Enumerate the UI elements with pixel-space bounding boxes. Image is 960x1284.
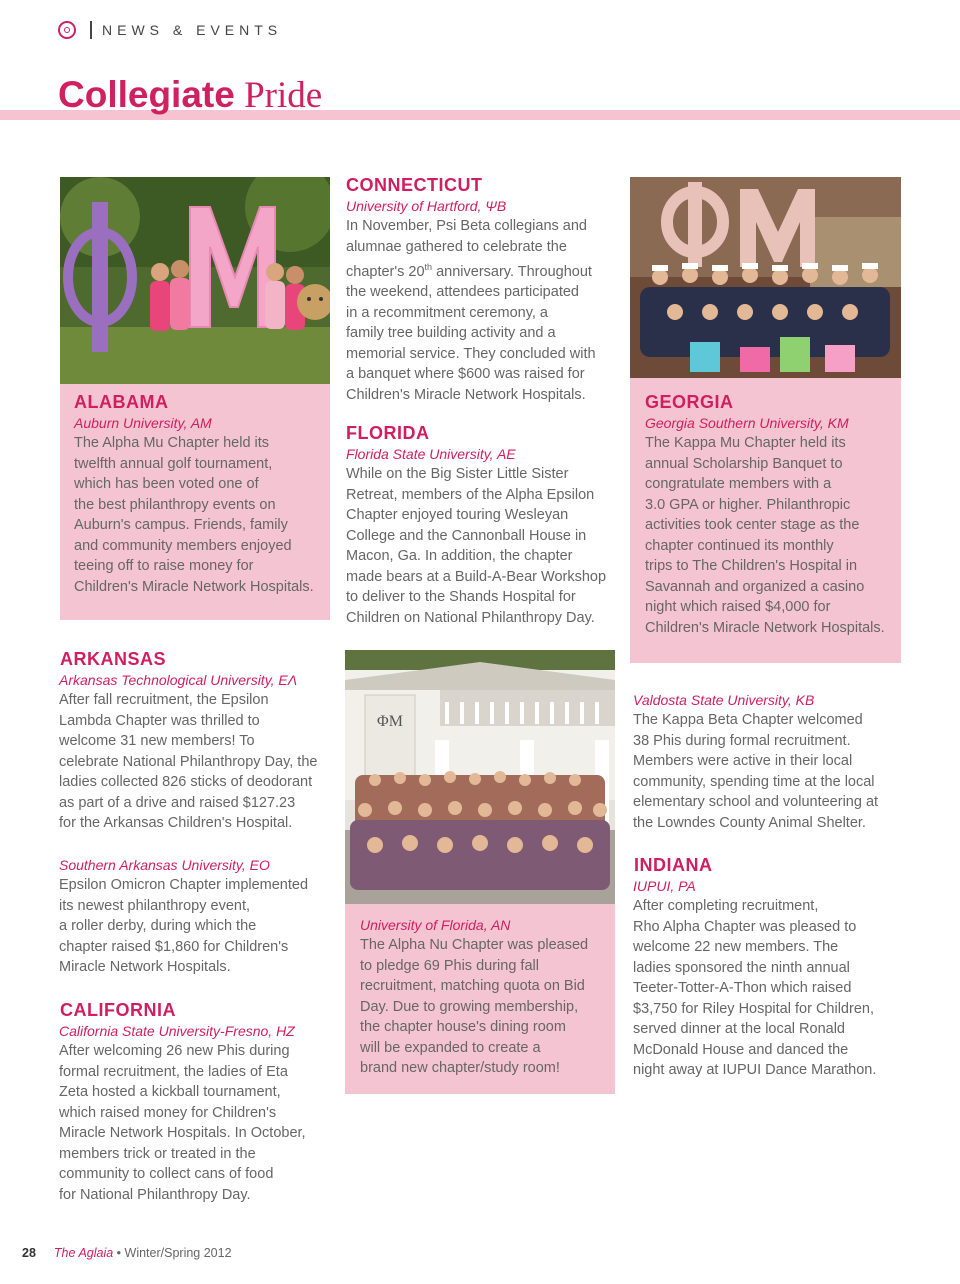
title-bold: Collegiate [58,74,235,115]
section-header [58,20,282,40]
title-light: Pride [234,75,323,116]
school-auburn: Auburn University, AM [74,415,212,431]
school-fresno: California State University-Fresno, HZ [59,1023,295,1039]
state-heading-indiana: INDIANA [634,855,713,875]
connecticut-text: In November, Psi Beta collegians and alumnae gathered to celebrate the chapter's 20th anniversary. Throughout the weekend, attendees participated in a recommitment ceremony, a family tree building activity and a memorial service. They concluded with a banquet where $600 was raised for Children's Miracle Network Hospitals. [346,218,596,403]
state-heading-georgia: GEORGIA [645,392,734,412]
house-sign: ΦM [377,713,403,730]
page-title [58,72,322,119]
university-florida-text: The Alpha Nu Chapter was pleased to pledge 69 Phis during fall recruitment, matching quota on Bid Day. Due to growing membership, the chapter house's dining room will be expanded to create a brand new chapter/study room! [360,937,589,1076]
indiana-text: After completing recruitment, Rho Alpha Chapter was pleased to welcome 22 new members. The ladies sponsored the ninth annual Teeter-Totter-A-Thon which raised $3,750 for Riley Hospital for Children, served dinner at the local Ronald McDonald House and danced the night away at IUPUI Dance Marathon. [633,898,877,1078]
southern-arkansas-text: Epsilon Omicron Chapter implemented its newest philanthropy event, a roller derby, during which the chapter raised $1,860 for Children's Miracle Network Hospitals. [59,877,309,975]
school-iupui: IUPUI, PA [633,878,696,894]
alabama-photo [60,177,330,384]
state-heading-alabama: ALABAMA [74,392,169,412]
school-university-florida: University of Florida, AN [360,917,511,933]
page-number: 28 [22,1246,36,1260]
school-florida-state: Florida State University, AE [346,446,516,462]
section-label: NEWS & EVENTS [102,22,283,38]
arkansas-tech-text: After fall recruitment, the Epsilon Lambda Chapter was thrilled to welcome 31 new members! To celebrate National Philanthropy Day, the ladies collected 826 sticks of deodorant as part of a drive and raised $127.23 for the Arkansas Children's Hospital. [59,692,318,831]
school-georgia-southern: Georgia Southern University, KM [645,415,849,431]
state-heading-connecticut: CONNECTICUT [346,175,483,195]
alabama-text: The Alpha Mu Chapter held its twelfth annual golf tournament, which has been voted one of the best philanthropy events on Auburn's campus. Friends, family and community members enjoyed teeing off to raise money for Children's Miracle Network Hospitals. [74,435,314,595]
page-footer [22,1246,232,1260]
school-arkansas-tech: Arkansas Technological University, EΛ [59,672,298,688]
school-valdosta: Valdosta State University, KB [633,692,815,708]
issue-date: Winter/Spring 2012 [124,1246,232,1260]
school-southern-arkansas: Southern Arkansas University, EO [59,857,270,873]
state-heading-florida: FLORIDA [346,423,430,443]
flower-icon [58,21,76,39]
georgia-southern-text: The Kappa Mu Chapter held its annual Scholarship Banquet to congratulate members with a 3.0 GPA or higher. Philanthropic activities took center stage as the chapter continued its monthly trips to The Children's Hospital in Savannah and organized a casino night which raised $4,000 for Children's Miracle Network Hospitals. [645,435,885,636]
header-divider [90,21,92,39]
california-text: After welcoming 26 new Phis during formal recruitment, the ladies of Eta Zeta hosted a kickball tournament, which raised money for Children's Miracle Network Hospitals. In October, members trick or treated in the community to collect cans of food for National Philanthropy Day. [59,1043,306,1203]
school-hartford: University of Hartford, ΨB [346,198,507,214]
publication-name: The Aglaia [53,1246,114,1260]
state-heading-arkansas: ARKANSAS [60,649,167,669]
florida-state-text: While on the Big Sister Little Sister Retreat, members of the Alpha Epsilon Chapter enjoyed touring Wesleyan College and the Cannonball House in Macon, Ga. In addition, the chapter made bears at a Build-A-Bear Workshop to deliver to the Shands Hospital for Children on National Philanthropy Day. [346,466,607,626]
valdosta-text: The Kappa Beta Chapter welcomed 38 Phis during formal recruitment. Members were active in their local community, spending time at the local elementary school and volunteering at the Lowndes County Animal Shelter. [633,712,879,831]
state-heading-california: CALIFORNIA [60,1000,176,1020]
georgia-photo [630,177,901,378]
florida-photo [345,650,615,904]
footer-separator: • [113,1246,125,1260]
